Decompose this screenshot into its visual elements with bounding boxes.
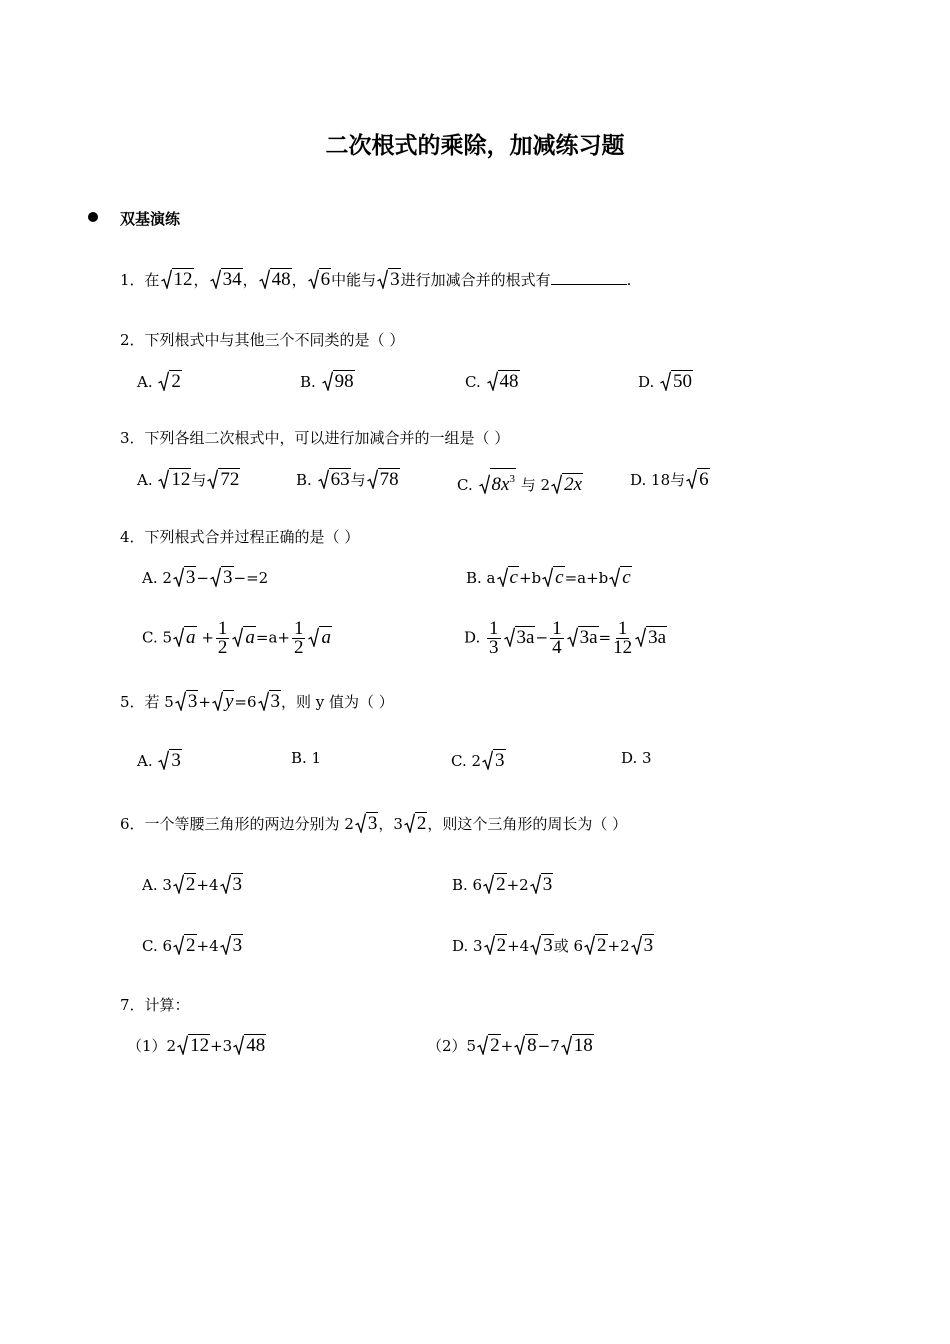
radical: a [173, 626, 197, 649]
radical: 2 [484, 934, 508, 957]
q4-option-a[interactable]: A. 2 3− 3−=2 [142, 567, 269, 588]
q3-option-b[interactable]: B. 63与 78 [296, 469, 399, 490]
radical-sign-icon [173, 935, 184, 955]
question-3-stem: 3．下列各组二次根式中，可以进行加减合并的一组是（ ） [120, 429, 510, 447]
radical-sign-icon [631, 935, 642, 955]
radical: c [542, 566, 564, 589]
q3-option-c[interactable]: C. $8x^3$ 与 2 2x [457, 468, 583, 496]
radical: 6 [686, 468, 710, 491]
radical-sign-icon [530, 874, 541, 894]
radical: a [308, 626, 332, 649]
radical: 3 [258, 690, 282, 713]
radical-sign-icon [232, 627, 243, 647]
radical: 3 [631, 934, 655, 957]
period: . [626, 271, 632, 289]
radical: 2 [404, 812, 428, 835]
radical-sign-icon [158, 469, 169, 489]
q2-option-c[interactable]: C. 48 [465, 371, 519, 392]
radical: 3 [158, 749, 182, 772]
q3-option-d[interactable]: D. 18与 6 [630, 469, 709, 490]
radical: 2 [584, 934, 608, 957]
radical: 3 [210, 566, 234, 589]
q6-option-b[interactable]: B. 6 2+2 3 [452, 874, 553, 895]
question-6-stem: 6．一个等腰三角形的两边分别为 2 3，3 2，则这个三角形的周长为（ ） [120, 813, 628, 834]
comma: ， [193, 271, 209, 289]
radical: 48 [487, 370, 520, 393]
q2-option-b[interactable]: B. 98 [300, 371, 354, 392]
radical-sign-icon [158, 371, 169, 391]
q6-option-a[interactable]: A. 3 2+4 3 [142, 874, 243, 895]
radical-sign-icon [220, 935, 231, 955]
radical-sign-icon [308, 627, 319, 647]
radical: 3a [567, 626, 599, 649]
radical-sign-icon [584, 935, 595, 955]
section-heading: 双基演练 [120, 210, 181, 228]
radical-sign-icon [355, 813, 366, 833]
radical: 3 [175, 690, 199, 713]
q4-option-d[interactable]: D. $\frac{1}{3}$ 3a− $\frac{1}{4}$ 3a= $\frac{1}{12}$ 3a [464, 618, 667, 658]
answer-blank[interactable] [551, 270, 627, 285]
q4-option-b[interactable]: B. a c+b c=a+b c [466, 567, 631, 588]
radical-sign-icon [158, 750, 169, 770]
radical-sign-icon [318, 469, 329, 489]
bullet-icon [88, 212, 98, 222]
q5-option-c[interactable]: C. 2 3 [451, 750, 505, 771]
radical: 48 [259, 268, 292, 291]
radical-sign-icon [660, 371, 671, 391]
comma: ， [242, 271, 258, 289]
radical: a [232, 626, 256, 649]
radical: 12 [158, 468, 191, 491]
radical: 2 [483, 873, 507, 896]
page-title: 二次根式的乘除，加减练习题 [325, 133, 625, 159]
radical-sign-icon [220, 874, 231, 894]
radical-sign-icon [635, 627, 646, 647]
radical: y [212, 690, 234, 713]
radical-sign-icon [308, 269, 319, 289]
radical: 72 [207, 468, 240, 491]
radical: 3 [220, 934, 244, 957]
radical: 3 [220, 873, 244, 896]
radical-sign-icon [530, 935, 541, 955]
radical: 2x [551, 473, 583, 496]
radical: 3 [530, 934, 554, 957]
radical-sign-icon [487, 371, 498, 391]
radical-sign-icon [322, 371, 333, 391]
radical-sign-icon [551, 474, 562, 494]
radical: 48 [233, 1034, 266, 1057]
radical-sign-icon [377, 269, 388, 289]
radical: 6 [308, 268, 332, 291]
question-7-stem: 7．计算： [120, 996, 190, 1014]
radical-sign-icon [173, 874, 184, 894]
radical: 78 [367, 468, 400, 491]
q5-option-a[interactable]: A. 3 [137, 750, 181, 771]
radical-sign-icon [567, 627, 578, 647]
radical: c [609, 566, 631, 589]
radical: 2 [158, 370, 182, 393]
radical-sign-icon [173, 627, 184, 647]
radical: 12 [177, 1034, 210, 1057]
radical-sign-icon [258, 691, 269, 711]
radical-sign-icon [479, 474, 490, 494]
radical-sign-icon [367, 469, 378, 489]
radical: 18 [561, 1034, 594, 1057]
radical-sign-icon [259, 269, 270, 289]
radical: c [497, 566, 519, 589]
question-5-stem: 5．若 5 3+ y=6 3，则 y 值为（ ） [120, 691, 394, 712]
radical-sign-icon [210, 567, 221, 587]
q1-prefix: 1．在 [120, 271, 160, 289]
radical-sign-icon [477, 1035, 488, 1055]
q7-part-1: （1）2 12+3 48 [127, 1035, 266, 1056]
radical: 34 [210, 268, 243, 291]
radical-sign-icon [542, 567, 553, 587]
q3-option-a[interactable]: A. 12与 72 [137, 469, 240, 490]
radical: 3 [482, 749, 506, 772]
radical-sign-icon [483, 874, 494, 894]
q7-part-2: （2）5 2+ 8−7 18 [427, 1035, 593, 1056]
radical: 98 [322, 370, 355, 393]
q5-option-d[interactable]: D. 3 [621, 749, 652, 767]
radical-sign-icon [212, 691, 223, 711]
radical-sign-icon [484, 935, 495, 955]
q6-option-d[interactable]: D. 3 2+4 3或 6 2+2 3 [452, 935, 654, 956]
question-2-stem: 2．下列根式中与其他三个不同类的是（ ） [120, 331, 405, 349]
radical: 3 [173, 566, 197, 589]
radical: 3a [504, 626, 536, 649]
q5-option-b[interactable]: B. 1 [291, 749, 322, 767]
radical: 3a [635, 626, 667, 649]
q2-option-a[interactable]: A. 2 [137, 371, 181, 392]
radical: 8 [514, 1034, 538, 1057]
q1-mid-text: 中能与 [331, 271, 377, 289]
comma: ， [291, 271, 307, 289]
radical: 63 [318, 468, 351, 491]
radical-sign-icon [561, 1035, 572, 1055]
radical-sign-icon [504, 627, 515, 647]
radical-sign-icon [207, 469, 218, 489]
radical-sign-icon [404, 813, 415, 833]
radical-sign-icon [686, 469, 697, 489]
radical: 2 [477, 1034, 501, 1057]
radical: 50 [660, 370, 693, 393]
radical-sign-icon [175, 691, 186, 711]
q6-option-c[interactable]: C. 6 2+4 3 [142, 935, 243, 956]
radical-sign-icon [210, 269, 221, 289]
radical-sign-icon [177, 1035, 188, 1055]
radical: $8x^3$ [479, 468, 516, 496]
question-4-stem: 4．下列根式合并过程正确的是（ ） [120, 528, 360, 546]
radical-sign-icon [161, 269, 172, 289]
radical-sign-icon [609, 567, 620, 587]
radical: 2 [173, 934, 197, 957]
radical: 3 [530, 873, 554, 896]
radical: 2 [173, 873, 197, 896]
q1-suffix: 进行加减合并的根式有 [400, 271, 551, 289]
radical: 12 [161, 268, 194, 291]
radical-sign-icon [233, 1035, 244, 1055]
radical-sign-icon [482, 750, 493, 770]
radical: 3 [377, 268, 401, 291]
radical-sign-icon [497, 567, 508, 587]
radical: 3 [355, 812, 379, 835]
q2-option-d[interactable]: D. 50 [638, 371, 693, 392]
radical-sign-icon [514, 1035, 525, 1055]
radical-sign-icon [173, 567, 184, 587]
q4-option-c[interactable]: C. 5 a + $\frac{1}{2}$ a=a+ $\frac{1}{2}$ a [142, 618, 331, 658]
question-1 [120, 268, 631, 291]
